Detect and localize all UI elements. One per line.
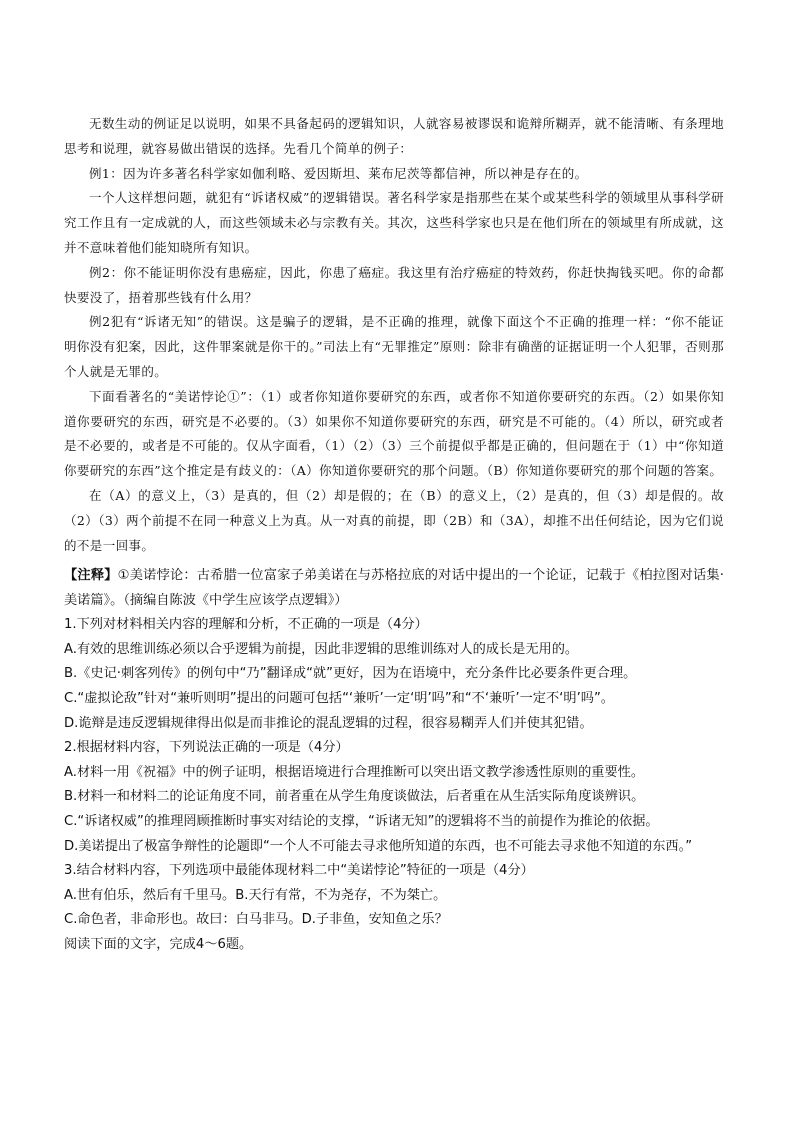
- footnote-label: 【注释】: [64, 568, 118, 583]
- closing-instruction: 阅读下面的文字，完成4～6题。: [64, 936, 253, 952]
- answer-option: C.命色者，非命形也。故曰：白马非马。D.子非鱼，安知鱼之乐？: [64, 912, 448, 928]
- passage-paragraph: 例2犯有“诉诸无知”的错误。这是骗子的逻辑，是不正确的推理，就像下面这个不正确的推理一样：“你不能证明你没有犯案，因此，这件罪案就是你干的。”司法上有“无罪推定”原则：除非有确凿的证据证明一个人犯罪，否则那个人就是无罪的。: [64, 314, 724, 379]
- passage-paragraph: 在（A）的意义上，（3）是真的，但（2）却是假的；在（B）的意义上，（2）是真的，但（3）却是假的。故（2）（3）两个前提不在同一种意义上为真。从一对真的前提，即（2B）和（3A），却推不出任何结论，因为它们说的不是一回事。: [64, 487, 724, 553]
- passage-paragraph: 一个人这样想问题，就犯有“诉诸权威”的逻辑错误。著名科学家是指那些在某个或某些科学的领域里从事科学研究工作且有一定成就的人，而这些领域未必与宗教有关。其次，这些科学家也只是在他们所在的领域里有所成就，这并不意味着他们能知晓所有知识。: [64, 190, 724, 255]
- passage-paragraph: 例2：你不能证明你没有患癌症，因此，你患了癌症。我这里有治疗癌症的特效药，你赶快掏钱买吧。你的命都快要没了，捂着那些钱有什么用？: [64, 264, 724, 305]
- answer-option: D.诡辩是违反逻辑规律得出似是而非推论的混乱逻辑的过程，很容易糊弄人们并使其犯错。: [64, 715, 593, 731]
- answer-option: C.“诉诸权威”的推理罔顾推断时事实对结论的支撑，“诉诸无知”的逻辑将不当的前提作为推论的依据。: [64, 813, 659, 829]
- answer-option: A.材料一用《祝福》中的例子证明，根据语境进行合理推断可以突出语文教学渗透性原则的重要性。: [64, 764, 645, 780]
- footnote-text: ①美诺悖论：古希腊一位富家子弟美诺在与苏格拉底的对话中提出的一个论证，记载于《柏拉图对话集·美诺篇》。（摘编自陈波《中学生应该学点逻辑》）: [64, 568, 725, 608]
- passage-paragraph: 无数生动的例证足以说明，如果不具备起码的逻辑知识，人就容易被谬误和诡辩所糊弄，就不能清晰、有条理地思考和说理，就容易做出错误的选择。先看几个简单的例子：: [64, 116, 724, 156]
- answer-option: A.世有伯乐，然后有千里马。B.天行有常，不为尧存，不为桀亡。: [64, 887, 447, 903]
- answer-option: B.《史记·刺客列传》的例句中“乃”翻译成“就”更好，因为在语境中，充分条件比必要条件更合理。: [64, 666, 637, 682]
- answer-option: B.材料一和材料二的论证角度不同，前者重在从学生角度谈做法，后者重在从生活实际角度谈辨识。: [64, 789, 645, 805]
- question-stem: 2.根据材料内容，下列说法正确的一项是（4分）: [64, 740, 349, 756]
- question-stem: 1.下列对材料相关内容的理解和分析，不正确的一项是（4分）: [64, 617, 428, 633]
- answer-option: A.有效的思维训练必须以合乎逻辑为前提，因此非逻辑的思维训练对人的成长是无用的。: [64, 641, 579, 657]
- passage-paragraph: 下面看著名的“美诺悖论①”：（1）或者你知道你要研究的东西，或者你不知道你要研究的东西。（2）如果你知道你要研究的东西，研究是不必要的。（3）如果你不知道你要研究的东西，研究是不可能的。（4）所以，研究或者是不必要的，或者是不可能的。仅从字面看，（1）（2）（3）三个前提似乎都是正确的，但问题在于（1）中“你知道你要研究的东西”这个推定是有歧义的：（A）你知道你要研究的那个问题。（B）你知道你要研究的那个问题的答案。: [64, 388, 724, 479]
- footnote: [64, 564, 724, 613]
- question-section: [64, 564, 724, 958]
- question-stem: 3.结合材料内容，下列选项中最能体现材料二中“美诺悖论”特征的一项是（4分）: [64, 863, 534, 879]
- passage-paragraph: 例1：因为许多著名科学家如伽利略、爱因斯坦、莱布尼茨等都信神，所以神是存在的。: [89, 165, 588, 181]
- reading-passage: [64, 112, 724, 558]
- answer-option: D.美诺提出了极富争辩性的论题即“一个人不可能去寻求他所知道的东西，也不可能去寻求他不知道的东西。”: [64, 838, 693, 854]
- answer-option: C.“虚拟论敌”针对“兼听则明”提出的问题可包括“‘兼听’一定‘明’吗”和“不‘兼听’一定不‘明’吗”。: [64, 690, 614, 706]
